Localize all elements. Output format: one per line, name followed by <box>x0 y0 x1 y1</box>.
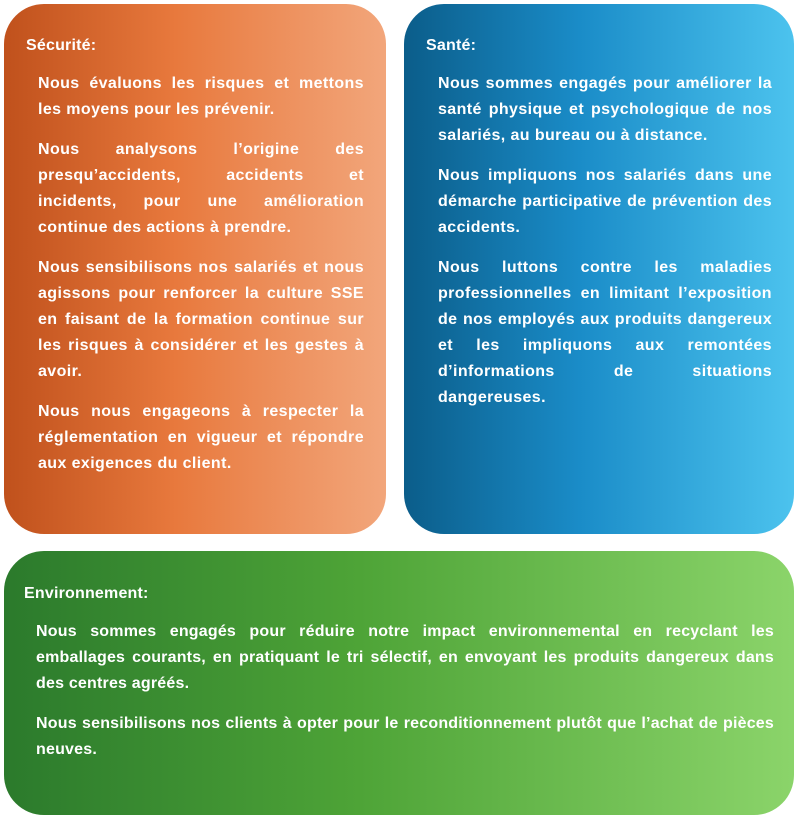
sante-card <box>404 4 794 534</box>
environnement-card <box>4 551 794 815</box>
environnement-body <box>24 619 774 763</box>
securite-paragraph: Nous nous engageons à respecter la réglementation en vigueur et répondre aux exigences du client. <box>38 403 364 472</box>
environnement-paragraph: Nous sommes engagés pour réduire notre impact environnemental en recyclant les emballages courants, en pratiquant le tri sélectif, en envoyant les produits dangereux dans des centres agréés. <box>36 623 774 692</box>
securite-paragraph: Nous analysons l’origine des presqu’accidents, accidents et incidents, pour une amélioration continue des actions à prendre. <box>38 141 364 236</box>
sante-paragraph: Nous luttons contre les maladies professionnelles en limitant l’exposition de nos employés aux produits dangereux et les impliquons aux remontées d’informations de situations dangereuses. <box>438 259 772 406</box>
sante-paragraph: Nous sommes engagés pour améliorer la santé physique et psychologique de nos salariés, au bureau ou à distance. <box>438 75 772 144</box>
securite-body <box>26 71 364 477</box>
environnement-paragraph: Nous sensibilisons nos clients à opter pour le reconditionnement plutôt que l’achat de pièces neuves. <box>36 715 774 758</box>
environnement-title: Environnement: <box>24 585 149 602</box>
securite-card <box>4 4 386 534</box>
securite-paragraph: Nous évaluons les risques et mettons les moyens pour les prévenir. <box>38 75 364 118</box>
securite-title: Sécurité: <box>26 37 97 54</box>
sante-paragraph: Nous impliquons nos salariés dans une démarche participative de prévention des accidents. <box>438 167 772 236</box>
sante-body <box>426 71 772 411</box>
securite-paragraph: Nous sensibilisons nos salariés et nous agissons pour renforcer la culture SSE en faisant de la formation continue sur les risques à considérer et les gestes à avoir. <box>38 259 364 380</box>
sante-title: Santé: <box>426 37 477 54</box>
